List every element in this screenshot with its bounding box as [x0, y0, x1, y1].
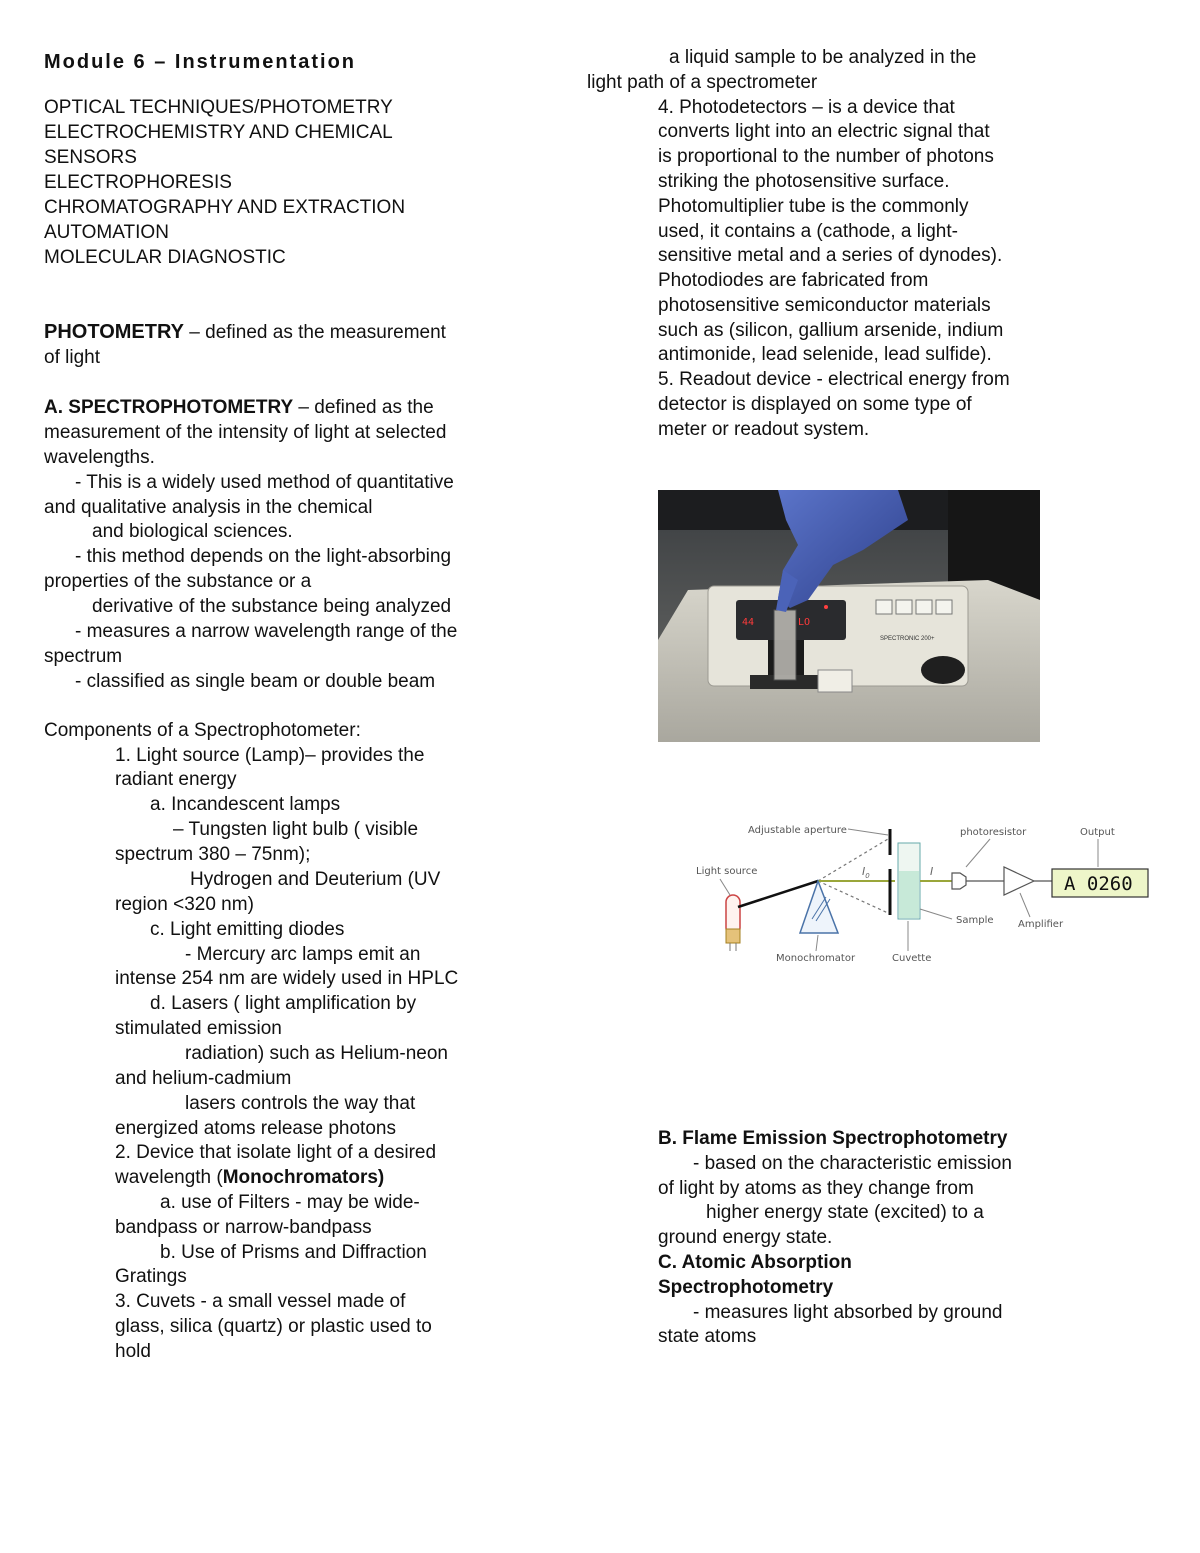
body-line: radiation) such as Helium-neon: [185, 1043, 448, 1064]
atomic-absorption-heading-cont: Spectrophotometry: [658, 1277, 834, 1298]
body-line: - based on the characteristic emission: [693, 1153, 1012, 1174]
display-right-value: LO: [798, 617, 811, 628]
body-line: radiant energy: [115, 769, 237, 790]
body-line: energized atoms release photons: [115, 1118, 396, 1139]
body-line: c. Light emitting diodes: [150, 919, 345, 940]
body-line: - This is a widely used method of quantitative: [75, 472, 454, 493]
body-line: glass, silica (quartz) or plastic used to: [115, 1316, 432, 1337]
body-line: and biological sciences.: [92, 521, 293, 542]
label-light-source: Light source: [696, 866, 758, 877]
topic-item: CHROMATOGRAPHY AND EXTRACTION: [44, 197, 406, 218]
body-line: used, it contains a (cathode, a light-: [658, 221, 958, 242]
body-line: 3. Cuvets - a small vessel made of: [115, 1291, 406, 1312]
body-line: intense 254 nm are widely used in HPLC: [115, 968, 459, 989]
spectrophotometry-heading: [44, 395, 434, 420]
body-line: Gratings: [115, 1266, 187, 1287]
mono-term: Monochromators): [222, 1167, 385, 1188]
body-line: region <320 nm): [115, 894, 254, 915]
label-sample: Sample: [956, 915, 994, 926]
label-photoresistor: photoresistor: [960, 827, 1027, 838]
body-line: spectrum 380 – 75nm);: [115, 844, 311, 865]
mono-text: wavelength (: [115, 1167, 223, 1188]
body-line: hold: [115, 1341, 151, 1362]
body-line: of light by atoms as they change from: [658, 1178, 974, 1199]
body-line: - Mercury arc lamps emit an: [185, 944, 421, 965]
body-line: meter or readout system.: [658, 419, 870, 440]
body-line: converts light into an electric signal that: [658, 121, 990, 142]
light-source-bulb-icon: [726, 895, 740, 951]
components-heading: Components of a Spectrophotometer:: [44, 720, 361, 741]
topic-item: ELECTROPHORESIS: [44, 172, 232, 193]
body-line: and helium-cadmium: [115, 1068, 292, 1089]
body-line: light path of a spectrometer: [587, 72, 818, 93]
body-line: d. Lasers ( light amplification by: [150, 993, 417, 1014]
spectro-def: – defined as the: [293, 397, 434, 418]
body-line: Hydrogen and Deuterium (UV: [190, 869, 441, 890]
output-readout-value: A 0260: [1064, 873, 1133, 895]
label-amplifier: Amplifier: [1018, 919, 1064, 930]
brand-label: SPECTRONIC 200+: [880, 636, 935, 642]
body-line: bandpass or narrow-bandpass: [115, 1217, 372, 1238]
body-line: a liquid sample to be analyzed in the: [669, 47, 977, 68]
display-left-value: 44: [742, 617, 755, 628]
body-line: lasers controls the way that: [185, 1093, 416, 1114]
body-line: Photodiodes are fabricated from: [658, 270, 929, 291]
body-line: sensitive metal and a series of dynodes).: [658, 245, 1003, 266]
body-line: state atoms: [658, 1326, 757, 1347]
topic-item: AUTOMATION: [44, 222, 169, 243]
body-line: is proportional to the number of photons: [658, 146, 994, 167]
body-line: photosensitive semiconductor materials: [658, 295, 991, 316]
body-line: - measures a narrow wavelength range of the: [75, 621, 458, 642]
page-title: Module 6 – Instrumentation: [44, 51, 357, 73]
body-line: 1. Light source (Lamp)– provides the: [115, 745, 425, 766]
body-line: antimonide, lead selenide, lead sulfide).: [658, 344, 992, 365]
topic-item: MOLECULAR DIAGNOSTIC: [44, 247, 286, 268]
label-monochromator: Monochromator: [776, 953, 856, 964]
body-line: - measures light absorbed by ground: [693, 1302, 1003, 1323]
topic-item: ELECTROCHEMISTRY AND CHEMICAL: [44, 122, 393, 143]
topic-item: OPTICAL TECHNIQUES/PHOTOMETRY: [44, 97, 393, 118]
body-line: stimulated emission: [115, 1018, 282, 1039]
body-line: a. Incandescent lamps: [150, 794, 341, 815]
label-i0: [862, 865, 870, 880]
body-line: derivative of the substance being analyzed: [92, 596, 452, 617]
spectro-prefix: A.: [44, 397, 69, 418]
photometry-def-cont: of light: [44, 347, 100, 368]
body-line: striking the photosensitive surface.: [658, 171, 950, 192]
body-line: 5. Readout device - electrical energy from: [658, 369, 1010, 390]
cuvette-icon: [898, 843, 920, 919]
body-line: 4. Photodetectors – is a device that: [658, 97, 955, 118]
body-line: a. use of Filters - may be wide-: [160, 1192, 420, 1213]
body-line: measurement of the intensity of light at selected: [44, 422, 447, 443]
label-output: Output: [1080, 827, 1115, 838]
body-line: b. Use of Prisms and Diffraction: [160, 1242, 427, 1263]
spectrophotometer-photo: [658, 490, 1040, 742]
label-i0-sub: 0: [865, 872, 870, 880]
label-i: I: [930, 865, 934, 878]
photoresistor-icon: [952, 873, 1004, 889]
label-cuvette: Cuvette: [892, 953, 932, 964]
body-line: ground energy state.: [658, 1227, 833, 1248]
body-line: spectrum: [44, 646, 123, 667]
spectrophotometer-diagram: [690, 815, 1160, 975]
body-line: 2. Device that isolate light of a desired: [115, 1142, 437, 1163]
amplifier-icon: [1004, 867, 1052, 895]
body-line: detector is displayed on some type of: [658, 394, 972, 415]
photometry-definition: [44, 320, 446, 345]
body-line: and qualitative analysis in the chemical: [44, 497, 373, 518]
atomic-absorption-heading: C. Atomic Absorption: [658, 1252, 852, 1273]
body-line: Photomultiplier tube is the commonly: [658, 196, 969, 217]
body-line: such as (silicon, gallium arsenide, indium: [658, 320, 1004, 341]
body-line: - this method depends on the light-absorbing: [75, 546, 452, 567]
photometry-term: PHOTOMETRY: [44, 321, 185, 343]
body-line: properties of the substance or a: [44, 571, 312, 592]
body-line: higher energy state (excited) to a: [706, 1202, 984, 1223]
monochromator-line: [115, 1165, 384, 1190]
label-adjustable-aperture: Adjustable aperture: [748, 825, 847, 836]
label-i0-main: I: [862, 865, 866, 878]
spectro-term: SPECTROPHOTOMETRY: [68, 397, 294, 418]
flame-emission-heading: B. Flame Emission Spectrophotometry: [658, 1128, 1008, 1149]
photometry-def: – defined as the measurement: [184, 322, 446, 343]
body-line: wavelengths.: [44, 447, 155, 468]
topic-item: SENSORS: [44, 147, 137, 168]
monochromator-prism-icon: [800, 881, 838, 933]
body-line: - classified as single beam or double beam: [75, 671, 436, 692]
body-line: – Tungsten light bulb ( visible: [173, 819, 419, 840]
